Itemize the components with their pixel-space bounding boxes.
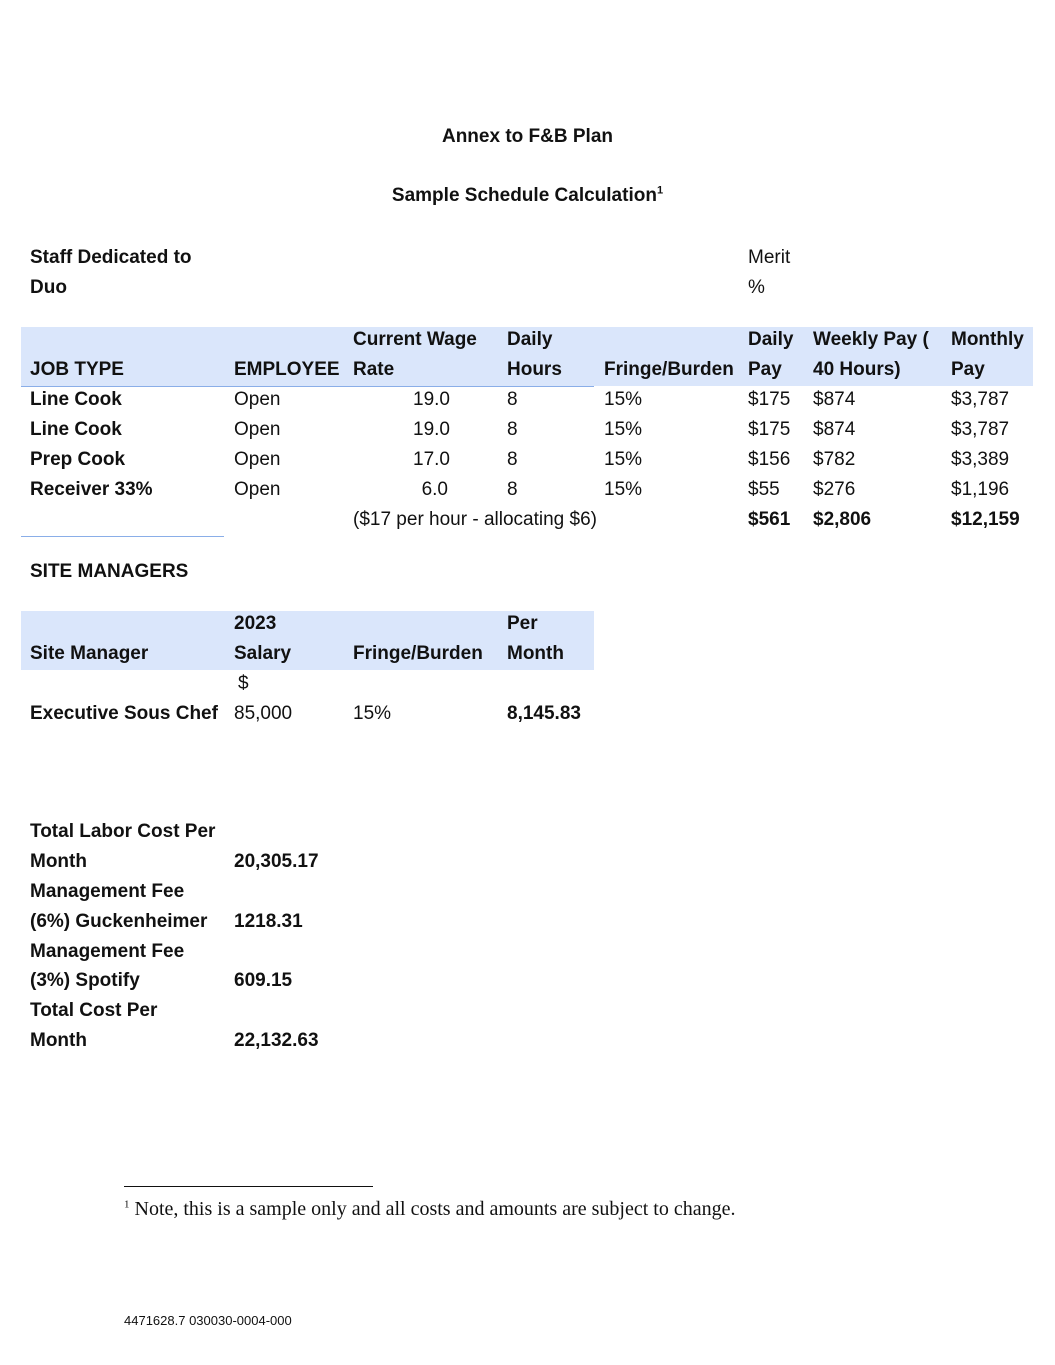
totals-weekly: $2,806 [813, 509, 872, 530]
totals-note: ($17 per hour - allocating $6) [353, 509, 597, 530]
subtitle-text: Sample Schedule Calculation [391, 185, 657, 206]
sm-header-month-1: Per [507, 613, 538, 634]
row-weekly: $276 [813, 479, 856, 500]
col-header-wage-2: Rate [353, 359, 395, 380]
row-employee: Open [234, 449, 281, 470]
row-monthly: $3,787 [951, 419, 1010, 440]
row-monthly: $1,196 [951, 479, 1010, 500]
row-monthly: $3,389 [951, 449, 1010, 470]
sm-role: Executive Sous Chef [30, 703, 218, 724]
staff-label-line-1: Staff Dedicated to [30, 247, 192, 268]
document-id: 4471628.7 030030-0004-000 [124, 1313, 292, 1328]
totals-underline [21, 536, 224, 537]
row-hours: 8 [507, 449, 518, 470]
row-job: Receiver 33% [30, 479, 153, 500]
row-daily: $156 [748, 449, 791, 470]
sm-salary-symbol: $ [238, 673, 249, 694]
col-header-daily-1: Daily [748, 329, 794, 350]
col-header-daily-2: Pay [748, 359, 782, 380]
row-weekly: $874 [813, 419, 856, 440]
col-header-weekly-2: 40 Hours) [813, 359, 901, 380]
row-hours: 8 [507, 389, 518, 410]
summary-value: 609.15 [234, 970, 293, 991]
sm-header-salary-1: 2023 [234, 613, 277, 634]
summary-label-2: Month [30, 1030, 87, 1051]
col-header-monthly-1: Monthly [951, 329, 1024, 350]
row-employee: Open [234, 479, 281, 500]
row-fringe: 15% [604, 419, 643, 440]
row-job: Prep Cook [30, 449, 126, 470]
summary-value: 20,305.17 [234, 851, 319, 872]
row-fringe: 15% [604, 389, 643, 410]
footnote-rule [124, 1186, 373, 1187]
footnote-ref: 1 [656, 184, 664, 197]
sm-salary: 85,000 [234, 703, 293, 724]
summary-label-2: (6%) Guckenheimer [30, 911, 208, 932]
row-daily: $175 [748, 389, 791, 410]
row-employee: Open [234, 389, 281, 410]
totals-daily: $561 [748, 509, 791, 530]
row-hours: 8 [507, 419, 518, 440]
row-wage: 6.0 [421, 479, 448, 500]
totals-monthly: $12,159 [951, 509, 1020, 530]
col-header-fringe: Fringe/Burden [604, 359, 734, 380]
row-wage: 19.0 [413, 389, 450, 410]
summary-label-1: Management Fee [30, 881, 185, 902]
summary-label-1: Total Cost Per [30, 1000, 158, 1021]
summary-label-1: Management Fee [30, 941, 185, 962]
footnote [124, 1194, 735, 1224]
sm-header-month-2: Month [507, 643, 564, 664]
row-wage: 19.0 [413, 419, 450, 440]
row-fringe: 15% [604, 449, 643, 470]
col-header-job-type: JOB TYPE [30, 359, 124, 380]
merit-label-line-1: Merit [748, 247, 791, 268]
row-daily: $175 [748, 419, 791, 440]
footnote-text: Note, this is a sample only and all costs and amounts are subject to change. [134, 1198, 736, 1220]
row-weekly: $874 [813, 389, 856, 410]
col-header-weekly-1: Weekly Pay ( [813, 329, 929, 350]
row-daily: $55 [748, 479, 780, 500]
col-header-monthly-2: Pay [951, 359, 985, 380]
col-header-employee: EMPLOYEE [234, 359, 340, 380]
sm-per-month: 8,145.83 [507, 703, 581, 724]
page-title: Annex to F&B Plan [441, 126, 613, 147]
row-job: Line Cook [30, 389, 122, 410]
summary-label-1: Total Labor Cost Per [30, 821, 216, 842]
row-fringe: 15% [604, 479, 643, 500]
col-header-hours-2: Hours [507, 359, 562, 380]
row-wage: 17.0 [413, 449, 450, 470]
summary-label-2: (3%) Spotify [30, 970, 140, 991]
summary-value: 22,132.63 [234, 1030, 319, 1051]
row-weekly: $782 [813, 449, 856, 470]
footnote-marker: 1 [124, 1198, 130, 1211]
row-employee: Open [234, 419, 281, 440]
site-managers-heading: SITE MANAGERS [30, 561, 189, 582]
sm-header-salary-2: Salary [234, 643, 292, 664]
summary-value: 1218.31 [234, 911, 303, 932]
page-subtitle [0, 181, 1055, 211]
sm-fringe: 15% [353, 703, 392, 724]
sm-header-manager: Site Manager [30, 643, 149, 664]
col-header-wage-1: Current Wage [353, 329, 477, 350]
row-monthly: $3,787 [951, 389, 1010, 410]
col-header-hours-1: Daily [507, 329, 553, 350]
merit-label-line-2: % [748, 277, 765, 298]
row-job: Line Cook [30, 419, 122, 440]
row-hours: 8 [507, 479, 518, 500]
staff-label-line-2: Duo [30, 277, 67, 298]
sm-header-fringe: Fringe/Burden [353, 643, 483, 664]
summary-label-2: Month [30, 851, 87, 872]
